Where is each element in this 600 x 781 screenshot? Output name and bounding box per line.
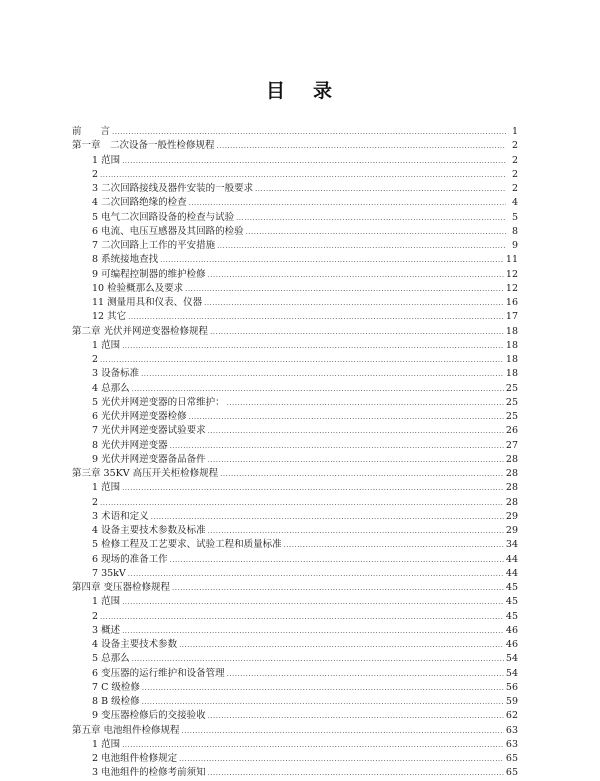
toc-entry-label: 第二章 光伏并网逆变器检修规程 bbox=[72, 325, 209, 337]
toc-section-row bbox=[72, 510, 518, 524]
dot-leader bbox=[100, 496, 504, 510]
toc-section-row bbox=[72, 410, 518, 424]
toc-section-row bbox=[72, 182, 518, 196]
toc-page-number: 18 bbox=[505, 339, 518, 351]
toc-section-row bbox=[72, 239, 518, 253]
toc-page-number: 65 bbox=[505, 767, 518, 779]
toc-page-number: 18 bbox=[505, 368, 518, 380]
toc-chapter-row bbox=[72, 125, 518, 139]
dot-leader bbox=[170, 553, 504, 567]
dot-leader bbox=[236, 211, 506, 225]
dot-leader bbox=[220, 467, 504, 481]
toc-section-row bbox=[72, 439, 518, 453]
dot-leader bbox=[189, 410, 504, 424]
toc-page-number: 45 bbox=[505, 596, 518, 608]
toc-page-number: 25 bbox=[505, 382, 518, 394]
toc-entry-label: 1 范围 bbox=[92, 482, 121, 494]
toc-page-number: 45 bbox=[505, 610, 518, 622]
toc-page-number: 29 bbox=[505, 510, 518, 522]
toc-entry-label: 5 总那么 bbox=[92, 653, 130, 665]
toc-page-number: 28 bbox=[505, 496, 518, 508]
toc-entry-label: 第四章 变压器检修规程 bbox=[72, 582, 171, 593]
toc-entry-label: 9 可编程控制器的维护检修 bbox=[92, 268, 206, 280]
toc-section-row bbox=[72, 367, 518, 381]
dot-leader bbox=[122, 154, 506, 168]
toc-section-row bbox=[72, 481, 518, 495]
toc-entry-label: 12 其它 bbox=[92, 311, 127, 323]
dot-leader bbox=[208, 766, 504, 780]
toc-section-row bbox=[72, 553, 518, 567]
toc-page-number: 63 bbox=[505, 738, 518, 750]
toc-entry-label: 1 范围 bbox=[92, 738, 121, 750]
dot-leader bbox=[217, 139, 506, 153]
toc-page-number: 1 bbox=[511, 126, 518, 137]
toc-entry-label: 1 范围 bbox=[92, 596, 121, 608]
toc-page-number: 2 bbox=[511, 183, 518, 194]
toc-page-number: 54 bbox=[505, 667, 518, 679]
toc-section-row bbox=[72, 382, 518, 396]
dot-leader bbox=[204, 296, 504, 310]
dot-leader bbox=[151, 510, 504, 524]
toc-section-row bbox=[72, 595, 518, 609]
toc-page-number: 11 bbox=[505, 254, 518, 266]
toc-section-row bbox=[72, 752, 518, 766]
dot-leader bbox=[227, 667, 504, 681]
title-char-2: 录 bbox=[313, 80, 335, 102]
toc-entry-label: 6 现场的准备工作 bbox=[92, 553, 168, 565]
dot-leader bbox=[172, 581, 504, 595]
toc-page-number: 29 bbox=[505, 525, 518, 536]
toc-entry-label: 5 检修工程及工艺要求、试验工程和质量标准 bbox=[92, 539, 282, 551]
toc-entry-label: 6 光伏并网逆变器检修 bbox=[92, 411, 187, 422]
dot-leader bbox=[142, 695, 504, 709]
toc-chapter-row bbox=[72, 581, 518, 595]
toc-section-row bbox=[72, 282, 518, 296]
toc-section-row bbox=[72, 738, 518, 752]
toc-entry-label: 1 范围 bbox=[92, 339, 121, 351]
dot-leader bbox=[182, 724, 504, 738]
dot-leader bbox=[255, 182, 506, 196]
toc-page-number: 44 bbox=[505, 553, 518, 565]
toc-entry-label: 4 设备主要技术参数及标准 bbox=[92, 525, 206, 536]
dot-leader bbox=[217, 239, 506, 253]
toc-page-number: 12 bbox=[505, 282, 518, 294]
toc-entry-label: 2 bbox=[92, 496, 99, 508]
toc-page-number: 4 bbox=[511, 197, 518, 209]
toc-page-number: 2 bbox=[511, 140, 518, 152]
toc-section-row bbox=[72, 709, 518, 723]
toc-entry-label: 9 变压器检修后的交接验收 bbox=[92, 710, 206, 722]
toc-page-number: 46 bbox=[505, 624, 518, 636]
dot-leader bbox=[210, 325, 504, 339]
toc-section-row bbox=[72, 453, 518, 467]
toc-page-number: 28 bbox=[505, 468, 518, 479]
toc-section-row bbox=[72, 310, 518, 324]
toc-entry-label: 3 电池组件的检修考前须知 bbox=[92, 767, 206, 779]
toc-section-row bbox=[72, 353, 518, 367]
toc-section-row bbox=[72, 253, 518, 267]
toc-entry-label: 第五章 电池组件检修规程 bbox=[72, 724, 180, 736]
toc-section-row bbox=[72, 168, 518, 182]
toc-section-row bbox=[72, 296, 518, 310]
dot-leader bbox=[122, 595, 504, 609]
dot-leader bbox=[246, 225, 506, 239]
dot-leader bbox=[189, 196, 506, 210]
toc-entry-label: 6 电流、电压互感器及其回路的检验 bbox=[92, 225, 244, 237]
toc-section-row bbox=[72, 196, 518, 210]
dot-leader bbox=[132, 652, 504, 666]
dot-leader bbox=[208, 268, 504, 282]
toc-entry-label: 4 设备主要技术参数 bbox=[92, 639, 178, 650]
toc-page-number: 56 bbox=[505, 681, 518, 693]
dot-leader bbox=[122, 738, 504, 752]
toc-chapter-row bbox=[72, 325, 518, 339]
toc-page-number: 65 bbox=[505, 753, 518, 764]
toc-entry-label: 5 光伏并网逆变器的日常维护： bbox=[92, 396, 225, 408]
toc-entry-label: 3 术语和定义 bbox=[92, 510, 149, 522]
toc-page-number: 18 bbox=[505, 354, 518, 365]
toc-section-row bbox=[72, 638, 518, 652]
toc-entry-label: 1 范围 bbox=[92, 154, 121, 166]
toc-page-number: 25 bbox=[505, 411, 518, 422]
toc-entry-label: 3 设备标准 bbox=[92, 368, 140, 380]
toc-entry-label: 2 bbox=[92, 354, 99, 365]
toc-entry-label: 7 35kV bbox=[92, 567, 126, 579]
toc-section-row bbox=[72, 766, 518, 780]
toc-page-number: 44 bbox=[505, 567, 518, 579]
dot-leader bbox=[100, 353, 504, 367]
toc-page-number: 25 bbox=[505, 396, 518, 408]
toc-page-number: 59 bbox=[505, 696, 518, 707]
dot-leader bbox=[122, 481, 504, 495]
toc-entry-label: 4 总那么 bbox=[92, 382, 130, 394]
dot-leader bbox=[227, 396, 504, 410]
toc-entry-label: 9 光伏并网逆变器备品备件 bbox=[92, 453, 206, 465]
toc-page-number: 34 bbox=[505, 539, 518, 551]
toc-section-row bbox=[72, 652, 518, 666]
dot-leader bbox=[128, 310, 504, 324]
dot-leader bbox=[208, 709, 504, 723]
toc-page-number: 45 bbox=[505, 582, 518, 593]
dot-leader bbox=[208, 524, 504, 538]
toc-entry-label: 3 二次回路接线及器件安装的一般要求 bbox=[92, 183, 254, 194]
toc-section-row bbox=[72, 496, 518, 510]
toc-section-row bbox=[72, 524, 518, 538]
dot-leader bbox=[112, 125, 506, 139]
toc-page-number: 27 bbox=[505, 439, 518, 451]
toc-entry-label: 7 二次回路上工作的平安措施 bbox=[92, 240, 216, 251]
toc-page-number: 46 bbox=[505, 639, 518, 650]
toc-entry-label: 10 检验概那么及要求 bbox=[92, 282, 184, 294]
toc-entry-label: 2 bbox=[92, 610, 99, 622]
toc-section-row bbox=[72, 681, 518, 695]
dot-leader bbox=[122, 339, 504, 353]
dot-leader bbox=[208, 453, 504, 467]
toc-page-number: 28 bbox=[505, 453, 518, 465]
dot-leader bbox=[170, 439, 504, 453]
toc-section-row bbox=[72, 154, 518, 168]
dot-leader bbox=[284, 538, 504, 552]
toc-entry-label: 7 C 级检修 bbox=[92, 681, 140, 693]
toc-page-number: 26 bbox=[505, 425, 518, 437]
dot-leader bbox=[208, 424, 504, 438]
toc-entry-label: 8 B 级检修 bbox=[92, 696, 140, 707]
toc-page-number: 54 bbox=[505, 653, 518, 665]
toc-page-number: 17 bbox=[505, 311, 518, 323]
toc-entry-label: 8 光伏并网逆变器 bbox=[92, 439, 168, 451]
toc-section-row bbox=[72, 211, 518, 225]
page-title bbox=[0, 76, 600, 103]
toc-page-number: 62 bbox=[505, 710, 518, 722]
toc-section-row bbox=[72, 339, 518, 353]
toc-entry-label: 8 系统接地查找 bbox=[92, 254, 159, 266]
toc-page-number: 12 bbox=[505, 268, 518, 280]
toc-chapter-row bbox=[72, 724, 518, 738]
toc-entry-label: 3 概述 bbox=[92, 624, 121, 636]
dot-leader bbox=[185, 282, 504, 296]
toc-section-row bbox=[72, 225, 518, 239]
toc-section-row bbox=[72, 610, 518, 624]
toc-chapter-row bbox=[72, 139, 518, 153]
toc-entry-label: 5 电气二次回路设备的检查与试验 bbox=[92, 211, 235, 223]
dot-leader bbox=[132, 382, 504, 396]
toc-section-row bbox=[72, 567, 518, 581]
toc-entry-label: 前 言 bbox=[72, 126, 111, 137]
dot-leader bbox=[100, 610, 504, 624]
toc-section-row bbox=[72, 667, 518, 681]
dot-leader bbox=[142, 681, 504, 695]
toc-page-number: 8 bbox=[511, 225, 518, 237]
toc-entry-label: 4 二次回路绝缘的检查 bbox=[92, 197, 187, 209]
title-char-1: 目 bbox=[265, 80, 287, 102]
toc-entry-label: 7 光伏并网逆变器试验要求 bbox=[92, 425, 206, 437]
toc-page-number: 2 bbox=[511, 154, 518, 166]
toc-section-row bbox=[72, 396, 518, 410]
toc-entry-label: 11 测量用具和仪表、仪器 bbox=[92, 297, 203, 308]
toc-section-row bbox=[72, 695, 518, 709]
toc-section-row bbox=[72, 624, 518, 638]
toc-entry-label: 2 电池组件检修规定 bbox=[92, 753, 178, 764]
table-of-contents bbox=[72, 125, 518, 781]
toc-page-number: 18 bbox=[505, 325, 518, 337]
dot-leader bbox=[160, 253, 504, 267]
dot-leader bbox=[100, 168, 506, 182]
toc-section-row bbox=[72, 268, 518, 282]
toc-entry-label: 2 bbox=[92, 168, 99, 180]
toc-entry-label: 6 变压器的运行维护和设备管理 bbox=[92, 667, 225, 679]
toc-page-number: 28 bbox=[505, 482, 518, 494]
toc-page-number: 5 bbox=[511, 211, 518, 223]
dot-leader bbox=[179, 752, 504, 766]
toc-entry-label: 第三章 35KV 高压开关柜检修规程 bbox=[72, 468, 219, 479]
dot-leader bbox=[128, 567, 504, 581]
dot-leader bbox=[141, 367, 504, 381]
toc-page-number: 63 bbox=[505, 724, 518, 736]
dot-leader bbox=[179, 638, 504, 652]
toc-section-row bbox=[72, 424, 518, 438]
toc-page-number: 9 bbox=[511, 240, 518, 251]
toc-chapter-row bbox=[72, 467, 518, 481]
toc-page-number: 2 bbox=[511, 168, 518, 180]
toc-page-number: 16 bbox=[505, 297, 518, 308]
dot-leader bbox=[122, 624, 504, 638]
toc-entry-label: 第一章 二次设备一般性检修规程 bbox=[72, 140, 215, 152]
toc-section-row bbox=[72, 538, 518, 552]
